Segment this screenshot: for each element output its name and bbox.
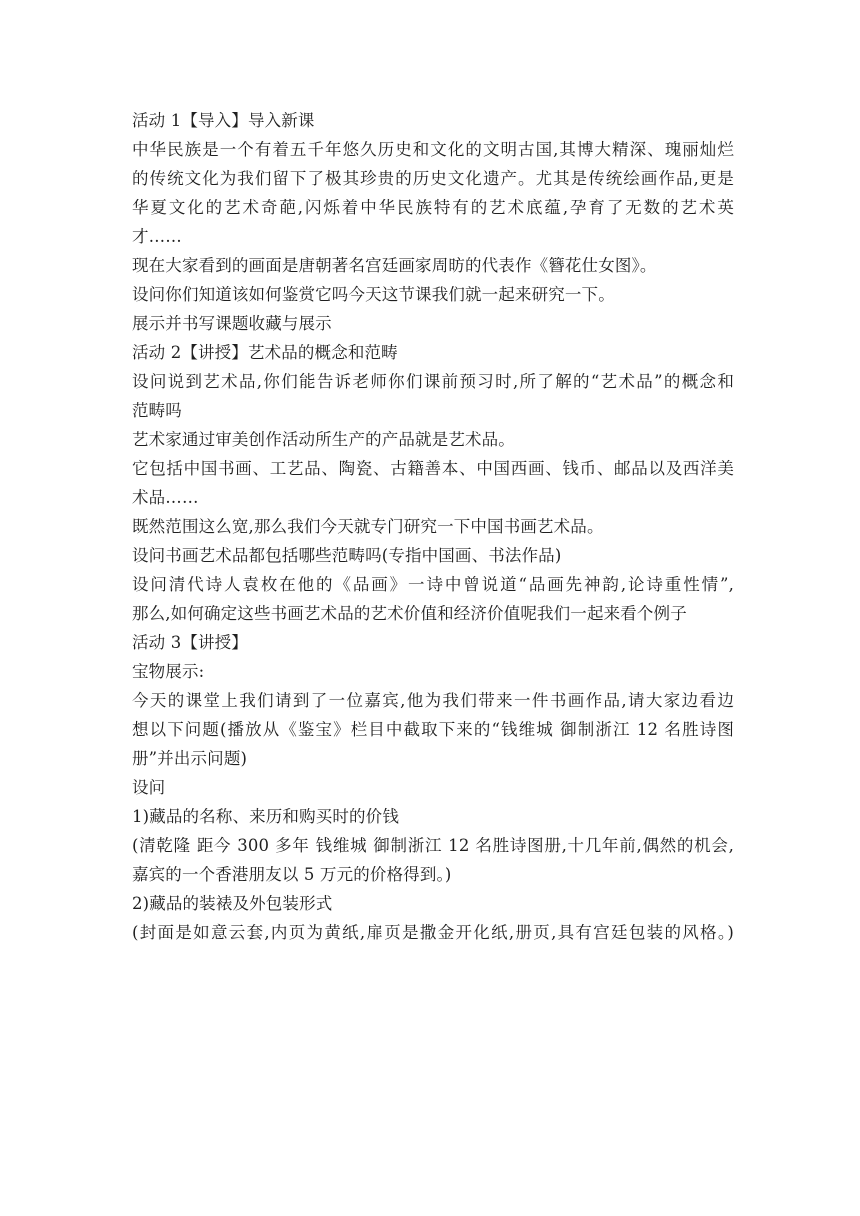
paragraph-line: 设问书画艺术品都包括哪些范畴吗(专指中国画、书法作品) xyxy=(132,546,562,565)
paragraph-line: 设问说到艺术品,你们能告诉老师你们课前预习时,所了解的“艺术品”的概念和 xyxy=(132,372,734,391)
paragraph-line: 宝物展示: xyxy=(132,662,205,681)
question-2: 2)藏品的装裱及外包装形式 xyxy=(132,894,333,913)
paragraph-line: 册”并出示问题) xyxy=(132,749,248,768)
paragraph-line: 展示并书写课题收藏与展示 xyxy=(132,314,332,333)
paragraph-line: 华夏文化的艺术奇葩,闪烁着中华民族特有的艺术底蕴,孕育了无数的艺术英 xyxy=(132,198,734,217)
document-body xyxy=(132,106,734,947)
paragraph-line: 那么,如何确定这些书画艺术品的艺术价值和经济价值呢我们一起来看个例子 xyxy=(132,604,687,623)
paragraph-line: 设问 xyxy=(132,778,166,797)
paragraph-line: 设问清代诗人袁枚在他的《品画》一诗中曾说道“品画先神韵,论诗重性情”, xyxy=(132,575,734,594)
answer-line: (封面是如意云套,内页为黄纸,扉页是撒金开化纸,册页,具有宫廷包装的风格。) xyxy=(132,923,734,942)
paragraph-line: 想以下问题(播放从《鉴宝》栏目中截取下来的“钱维城 御制浙江 12 名胜诗图 xyxy=(132,720,734,739)
heading-activity-1: 活动 1【导入】导入新课 xyxy=(132,111,315,130)
paragraph-line: 术品…… xyxy=(132,488,199,507)
question-1: 1)藏品的名称、来历和购买时的价钱 xyxy=(132,807,399,826)
answer-line: 嘉宾的一个香港朋友以 5 万元的价格得到。) xyxy=(132,865,452,884)
paragraph-line: 的传统文化为我们留下了极其珍贵的历史文化遗产。尤其是传统绘画作品,更是 xyxy=(132,169,734,188)
paragraph-line: 艺术家通过审美创作活动所生产的产品就是艺术品。 xyxy=(132,430,515,449)
paragraph-line: 范畴吗 xyxy=(132,401,182,420)
paragraph-line: 中华民族是一个有着五千年悠久历史和文化的文明古国,其博大精深、瑰丽灿烂 xyxy=(132,140,734,159)
heading-activity-3: 活动 3【讲授】 xyxy=(132,633,248,652)
paragraph-line: 设问你们知道该如何鉴赏它吗今天这节课我们就一起来研究一下。 xyxy=(132,285,615,304)
paragraph-line: 既然范围这么宽,那么我们今天就专门研究一下中国书画艺术品。 xyxy=(132,517,604,536)
paragraph-line: 现在大家看到的画面是唐朝著名宫廷画家周昉的代表作《簪花仕女图》。 xyxy=(132,256,657,275)
paragraph-line: 才…… xyxy=(132,227,182,246)
paragraph-line: 今天的课堂上我们请到了一位嘉宾,他为我们带来一件书画作品,请大家边看边 xyxy=(132,691,734,710)
answer-line: (清乾隆 距今 300 多年 钱维城 御制浙江 12 名胜诗图册,十几年前,偶然的机会, xyxy=(132,836,734,855)
heading-activity-2: 活动 2【讲授】艺术品的概念和范畴 xyxy=(132,343,398,362)
paragraph-line: 它包括中国书画、工艺品、陶瓷、古籍善本、中国西画、钱币、邮品以及西洋美 xyxy=(132,459,734,478)
